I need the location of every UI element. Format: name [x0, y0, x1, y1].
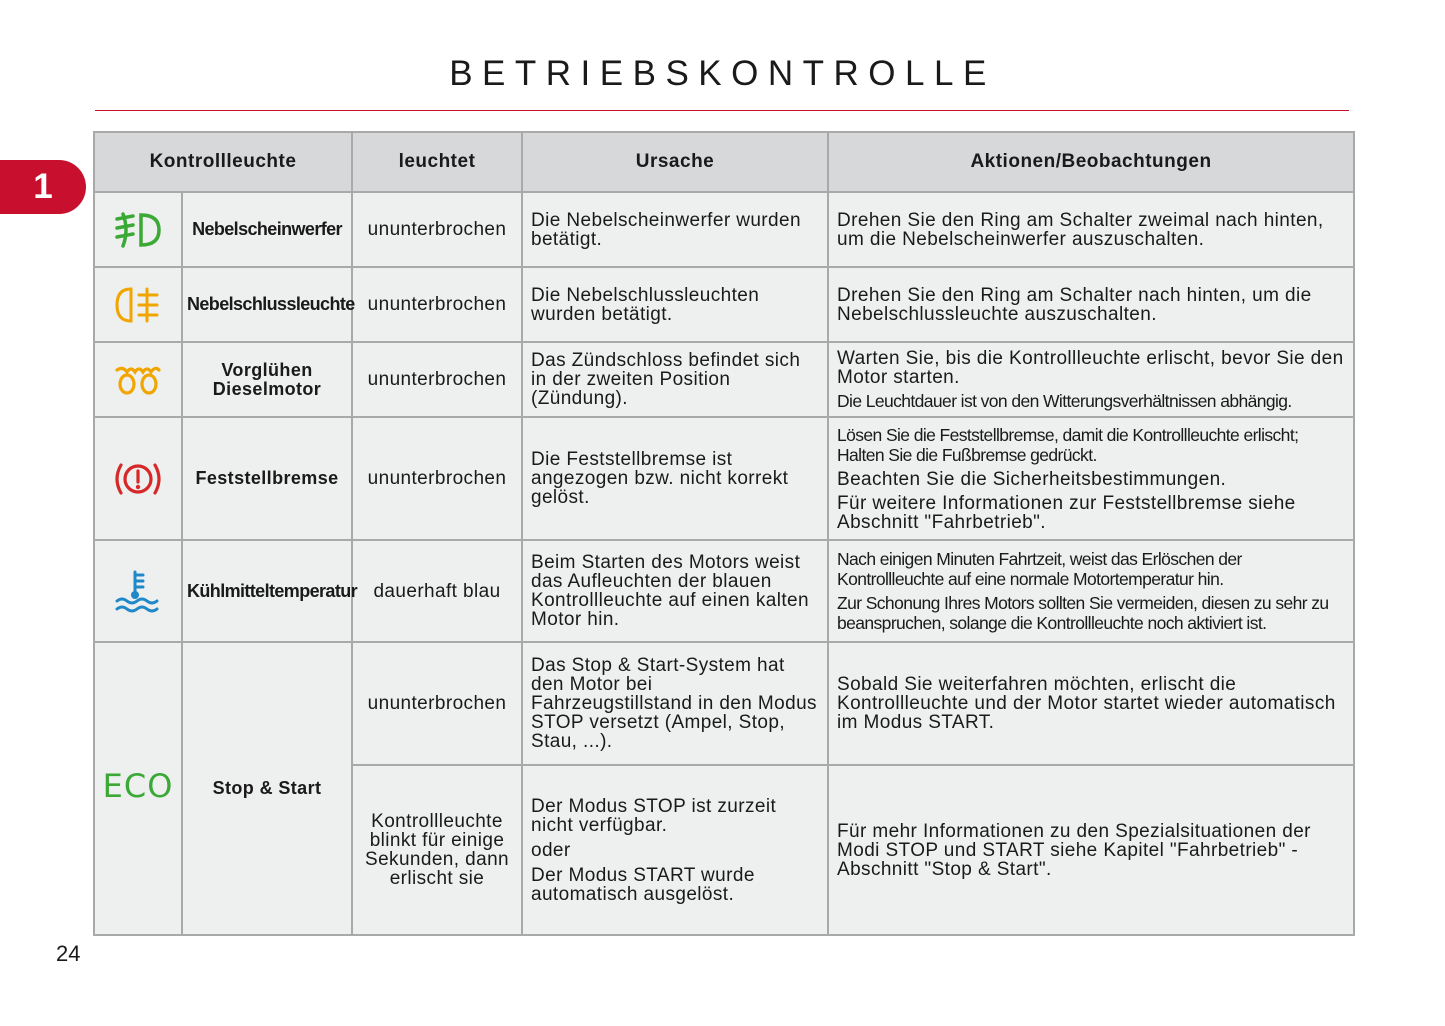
table-row: [94, 342, 1354, 417]
glow-plug-icon: [113, 360, 163, 400]
actions-text: Drehen Sie den Ring am Schalter nach hinten, um die Nebelschlussleuchte auszuschalten.: [837, 284, 1312, 325]
actions-cell: [828, 267, 1354, 342]
actions-note: Die Leuchtdauer ist von den Witterungsverhältnissen abhängig.: [837, 390, 1292, 411]
cause-cell: [522, 417, 828, 540]
cause-text: oder: [531, 839, 571, 861]
actions-text: Nach einigen Minuten Fahrtzeit, weist das Erlöschen der Kontrollleuchte auf eine normale Motortemperatur hin.: [837, 549, 1242, 589]
lamp-state: dauerhaft blau: [352, 540, 522, 642]
lamp-state: Kontrollleuchte blinkt für einige Sekunden, dann erlischt sie: [352, 765, 522, 935]
header-lamp: Kontrollleuchte: [94, 132, 352, 192]
lamp-name: Nebelschlussleuchte: [182, 267, 352, 342]
lamp-state: ununterbrochen: [352, 267, 522, 342]
actions-text: Lösen Sie die Feststellbremse, damit die Kontrollleuchte erlischt; Halten Sie die Fußbremse gedrückt.: [837, 425, 1299, 465]
cause-text: Die Nebelschlussleuchten wurden betätigt.: [531, 284, 760, 325]
cause-text: Die Nebelscheinwerfer wurden betätigt.: [531, 209, 801, 250]
actions-text: Zur Schonung Ihres Motors sollten Sie vermeiden, diesen zu sehr zu beanspruchen, solange die Kontrollleuchte noch aktiviert ist.: [837, 593, 1329, 633]
cause-text: Der Modus START wurde automatisch ausgelöst.: [531, 864, 755, 905]
warning-lights-table: [93, 131, 1355, 936]
icon-cell: [94, 540, 182, 642]
actions-text: Für mehr Informationen zu den Spezialsituationen der Modi STOP und START siehe Kapitel "Fahrbetrieb" - Abschnitt "Stop & Start".: [837, 820, 1311, 880]
lamp-state: ununterbrochen: [352, 342, 522, 417]
table-row: [94, 267, 1354, 342]
cause-cell: [522, 642, 828, 765]
table-row: [94, 192, 1354, 267]
cause-text: Das Stop & Start-System hat den Motor bei Fahrzeugstillstand in den Modus STOP versetzt (Ampel, Stop, Stau, ...).: [531, 655, 817, 752]
lamp-name: Feststellbremse: [182, 417, 352, 540]
actions-cell: [828, 642, 1354, 765]
lamp-state: ununterbrochen: [352, 192, 522, 267]
cause-cell: [522, 267, 828, 342]
rear-fog-light-icon: [113, 285, 163, 325]
actions-cell: [828, 417, 1354, 540]
cause-text: Beim Starten des Motors weist das Aufleuchten der blauen Kontrollleuchte auf einen kalten Motor hin.: [531, 552, 809, 630]
lamp-state: ununterbrochen: [352, 417, 522, 540]
front-fog-light-icon: [113, 210, 163, 250]
actions-cell: [828, 540, 1354, 642]
lamp-name: Kühlmitteltemperatur: [182, 540, 352, 642]
cause-cell: [522, 765, 828, 935]
chapter-tab: [0, 160, 86, 214]
icon-cell: [94, 417, 182, 540]
actions-cell: [828, 342, 1354, 417]
lamp-state: ununterbrochen: [352, 642, 522, 765]
coolant-temperature-icon: [113, 569, 163, 613]
page-number: 24: [56, 941, 81, 966]
icon-cell: [94, 642, 182, 935]
icon-cell: [94, 192, 182, 267]
table-row: [94, 540, 1354, 642]
cause-text: Das Zündschloss befindet sich in der zweiten Position (Zündung).: [531, 350, 801, 409]
chapter-number: 1: [33, 167, 53, 206]
lamp-name: Stop & Start: [182, 642, 352, 935]
table-header-row: [94, 132, 1354, 192]
title-rule: [95, 110, 1349, 111]
cause-cell: [522, 342, 828, 417]
actions-text: Für weitere Informationen zur Feststellbremse siehe Abschnitt "Fahrbetrieb".: [837, 493, 1296, 533]
header-lit: leuchtet: [352, 132, 522, 192]
actions-text: Sobald Sie weiterfahren möchten, erlischt die Kontrollleuchte und der Motor startet wieder automatisch im Modus START.: [837, 674, 1336, 733]
lamp-name-line-1: Vorglühen: [221, 359, 313, 380]
actions-text: Drehen Sie den Ring am Schalter zweimal nach hinten, um die Nebelscheinwerfer auszuschalten.: [837, 209, 1324, 250]
parking-brake-icon: [112, 457, 164, 501]
header-cause: Ursache: [522, 132, 828, 192]
cause-cell: [522, 192, 828, 267]
cause-text: Die Feststellbremse ist angezogen bzw. nicht korrekt gelöst.: [531, 449, 789, 508]
page-title: BETRIEBSKONTROLLE: [449, 54, 996, 93]
actions-cell: [828, 765, 1354, 935]
lamp-name: [182, 342, 352, 417]
cause-text: Der Modus STOP ist zurzeit nicht verfügbar.: [531, 795, 777, 836]
lamp-name-line-2: Dieselmotor: [212, 378, 322, 399]
lamp-name: Nebelscheinwerfer: [182, 192, 352, 267]
actions-text: Beachten Sie die Sicherheitsbestimmungen.: [837, 469, 1227, 490]
eco-icon: ECO: [102, 766, 174, 805]
icon-cell: [94, 342, 182, 417]
table-row: [94, 642, 1354, 765]
actions-text: Warten Sie, bis die Kontrollleuchte erlischt, bevor Sie den Motor starten.: [837, 347, 1344, 388]
actions-cell: [828, 192, 1354, 267]
icon-cell: [94, 267, 182, 342]
header-actions: Aktionen/Beobachtungen: [828, 132, 1354, 192]
table-row: [94, 417, 1354, 540]
cause-cell: [522, 540, 828, 642]
